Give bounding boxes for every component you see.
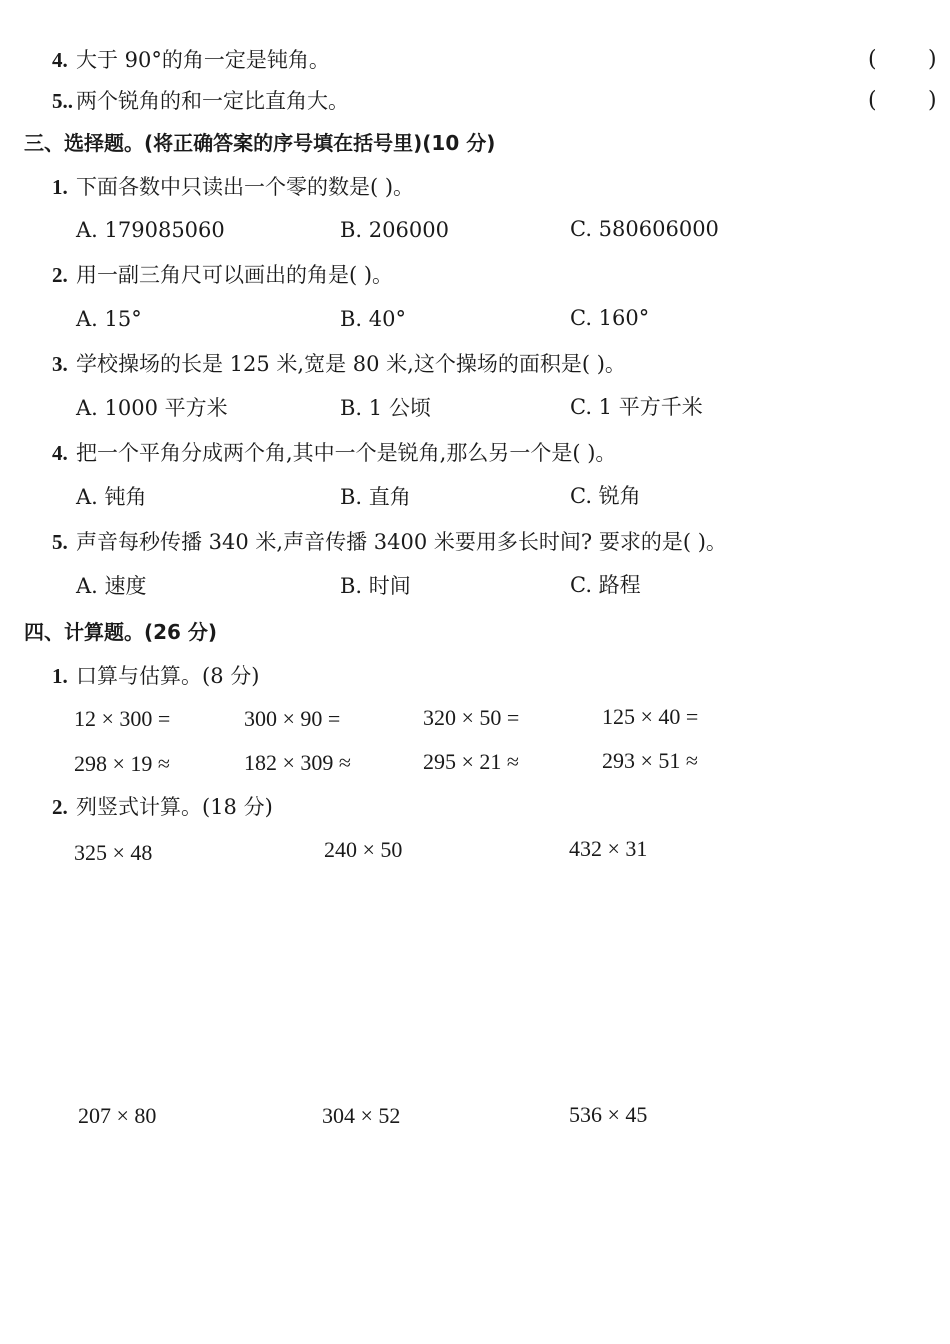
mc-q1-text: 下面各数中只读出一个零的数是( )。 (76, 175, 415, 199)
judge-q5-number: 5.. (52, 89, 73, 113)
mc-q4-option-a: A. 钝角 (76, 485, 147, 509)
oral-calc-item: 300 × 90 = (244, 706, 341, 731)
vertical-calc-item: 207 × 80 (78, 1103, 157, 1128)
mc-q3-text: 学校操场的长是 125 米,宽是 80 米,这个操场的面积是( )。 (76, 352, 626, 376)
mc-q4-number: 4. (52, 441, 68, 465)
estimate-item: 182 × 309 ≈ (244, 750, 351, 775)
section3-title: 三、选择题。(将正确答案的序号填在括号里)(10 分) (24, 131, 496, 155)
judge-q5-answer-open: ( (868, 88, 877, 113)
estimate-item: 298 × 19 ≈ (74, 751, 170, 776)
mc-q4-option-c: C. 锐角 (570, 484, 641, 508)
mc-q2-option-a: A. 15° (76, 307, 142, 331)
oral-calc-item: 125 × 40 = (602, 704, 699, 729)
mc-q1-option-b: B. 206000 (340, 218, 449, 242)
mc-q2-text: 用一副三角尺可以画出的角是( )。 (76, 263, 394, 287)
mc-q4-text: 把一个平角分成两个角,其中一个是锐角,那么另一个是( )。 (76, 441, 617, 465)
estimate-item: 295 × 21 ≈ (423, 749, 519, 774)
judge-q5-answer-close: ) (928, 88, 937, 113)
judge-q4-answer-close: ) (928, 47, 937, 72)
judge-q4-number: 4. (52, 48, 68, 72)
vertical-calc-item: 304 × 52 (322, 1103, 401, 1128)
mc-q4-option-b: B. 直角 (340, 485, 411, 509)
vertical-calc-item: 432 × 31 (569, 836, 648, 861)
oral-calc-item: 320 × 50 = (423, 705, 520, 730)
calc-part2-number: 2. (52, 795, 68, 819)
vertical-calc-item: 240 × 50 (324, 837, 403, 862)
mc-q5-option-a: A. 速度 (76, 574, 147, 598)
mc-q1-option-a: A. 179085060 (76, 218, 225, 242)
calc-part1-number: 1. (52, 664, 68, 688)
calc-part1-title: 口算与估算。(8 分) (76, 664, 260, 688)
mc-q3-option-a: A. 1000 平方米 (76, 396, 228, 420)
mc-q2-option-b: B. 40° (340, 307, 407, 331)
mc-q3-number: 3. (52, 352, 68, 376)
mc-q1-number: 1. (52, 175, 68, 199)
mc-q2-option-c: C. 160° (570, 306, 650, 330)
mc-q5-option-c: C. 路程 (570, 573, 641, 597)
calc-part2-title: 列竖式计算。(18 分) (76, 795, 273, 819)
mc-q1-option-c: C. 580606000 (570, 217, 719, 241)
mc-q3-option-b: B. 1 公顷 (340, 396, 431, 420)
mc-q3-option-c: C. 1 平方千米 (570, 395, 703, 419)
mc-q5-option-b: B. 时间 (340, 574, 411, 598)
mc-q2-number: 2. (52, 263, 68, 287)
oral-calc-item: 12 × 300 = (74, 706, 171, 731)
judge-q4-text: 大于 90°的角一定是钝角。 (76, 48, 330, 72)
mc-q5-text: 声音每秒传播 340 米,声音传播 3400 米要用多长时间? 要求的是( )。 (76, 530, 727, 554)
judge-q5-text: 两个锐角的和一定比直角大。 (76, 89, 349, 113)
vertical-calc-item: 325 × 48 (74, 840, 153, 865)
estimate-item: 293 × 51 ≈ (602, 748, 698, 773)
judge-q4-answer-open: ( (868, 47, 877, 72)
vertical-calc-item: 536 × 45 (569, 1102, 648, 1127)
mc-q5-number: 5. (52, 530, 68, 554)
section4-title: 四、计算题。(26 分) (24, 620, 218, 644)
